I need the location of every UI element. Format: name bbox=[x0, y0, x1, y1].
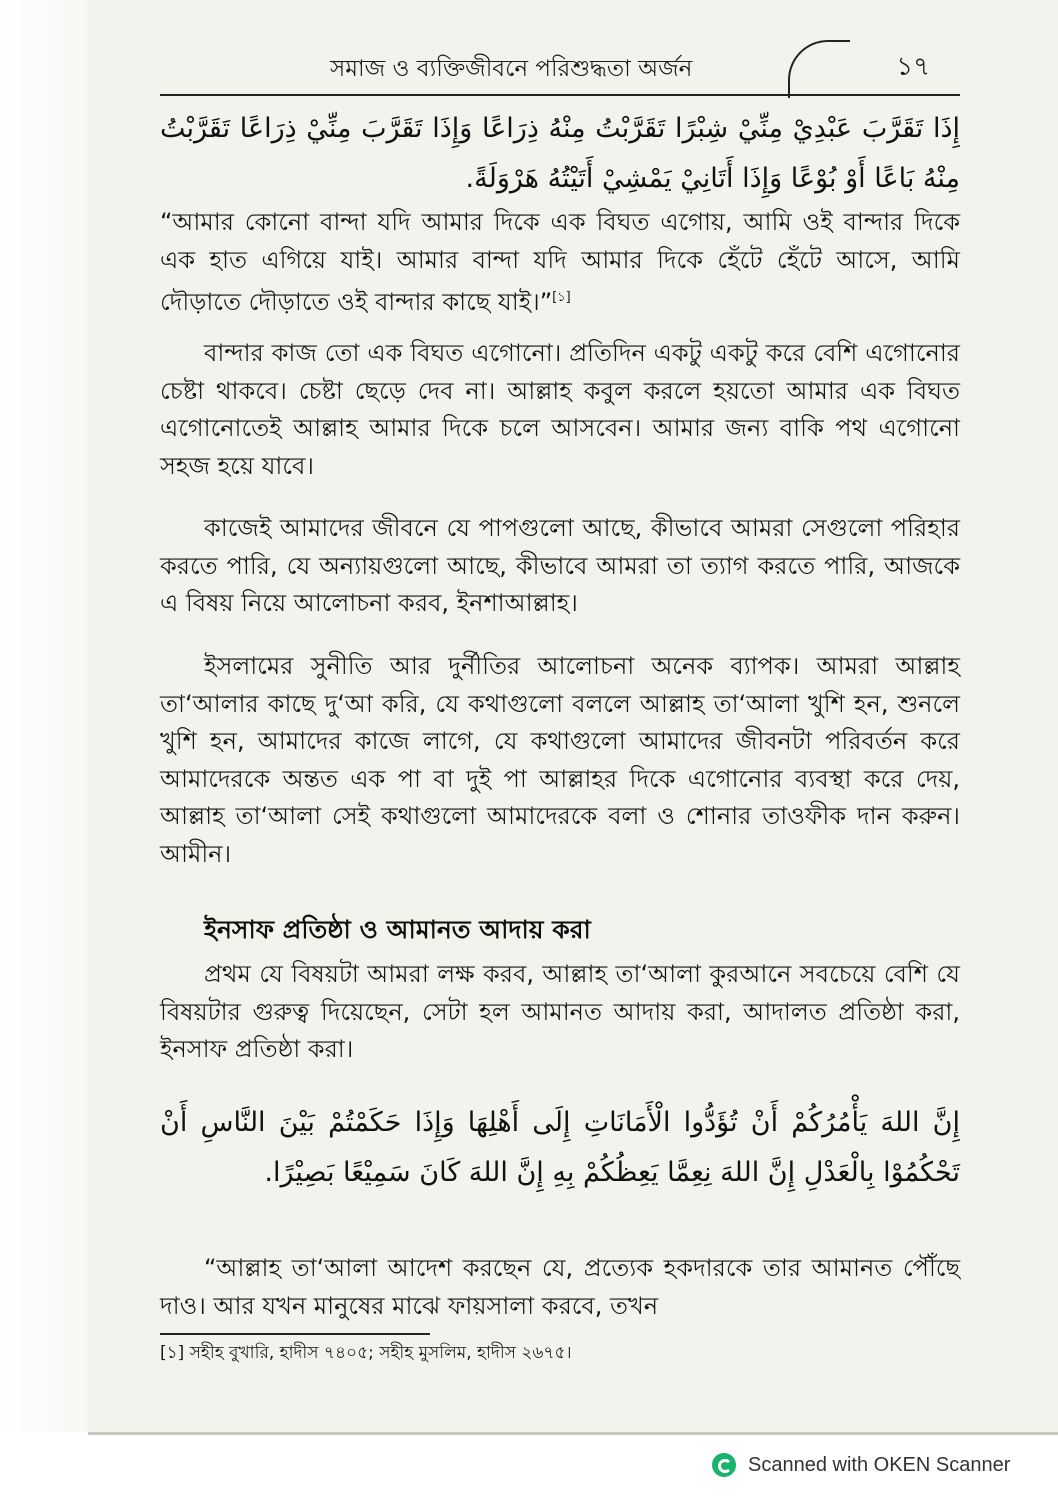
scanner-label: Scanned with OKEN Scanner bbox=[748, 1453, 1011, 1476]
paragraph-3 bbox=[160, 510, 960, 623]
paragraph-text: “আমার কোনো বান্দা যদি আমার দিকে এক বিঘত এগোয়, আমি ওই বান্দার দিকে এক হাত এগিয়ে যাই। আমার বান্দা যদি আমার দিকে হেঁটে হেঁটে আসে, আমি দৌড়াতে দৌড়াতে ওই বান্দার কাছে যাই।” bbox=[160, 208, 960, 316]
page-margin bbox=[0, 0, 88, 1432]
paragraph-5 bbox=[160, 956, 960, 1069]
paragraph-text: বান্দার কাজ তো এক বিঘত এগোনো। প্রতিদিন একটু একটু করে বেশি এগোনোর চেষ্টা থাকবে। চেষ্টা ছেড়ে দেব না। আল্লাহ কবুল করলে হয়তো আমার এক বিঘত এগোনোতেই আল্লাহ আমার দিকে চলে আসবেন। আমার জন্য বাকি পথ এগোনো সহজ হয়ে যাবে। bbox=[160, 339, 960, 480]
page-number: ১৭ bbox=[896, 52, 930, 82]
arabic-hadith: إِذَا تَقَرَّبَ عَبْدِيْ مِنِّيْ شِبْرًا تَقَرَّبْتُ مِنْهُ ذِرَاعًا وَإِذَا تَقَرَّبَ مِنِّيْ ذِرَاعًا تَقَرَّبْتُ مِنْهُ بَاعًا أَوْ بُوْعًا وَإِذَا أَتَانِيْ يَمْشِيْ أَتَيْتُهُ هَرْوَلَةً. bbox=[160, 113, 960, 194]
paragraph-text: প্রথম যে বিষয়টা আমরা লক্ষ করব, আল্লাহ তা‘আলা কুরআনে সবচেয়ে বেশি যে বিষয়টার গুরুত্ব দিয়েছেন, সেটা হল আমানত আদায় করা, আদালত প্রতিষ্ঠা করা, ইনসাফ প্রতিষ্ঠা করা। bbox=[160, 960, 960, 1063]
footnote: [১] সহীহ বুখারি, হাদীস ৭৪০৫; সহীহ মুসলিম, হাদীস ২৬৭৫। bbox=[160, 1343, 572, 1363]
scanner-watermark bbox=[712, 1452, 1010, 1478]
paragraph-text: কাজেই আমাদের জীবনে যে পাপগুলো আছে, কীভাবে আমরা সেগুলো পরিহার করতে পারি, যে অন্যায়গুলো আছে, কীভাবে আমরা তা ত্যাগ করতে পারি, আজকে এ বিষয় নিয়ে আলোচনা করব, ইনশাআল্লাহ। bbox=[160, 514, 960, 617]
header-ornament bbox=[788, 40, 850, 98]
paragraph-6 bbox=[160, 1250, 960, 1325]
oken-logo-icon bbox=[712, 1453, 736, 1477]
paragraph-hadith-translation bbox=[160, 204, 960, 322]
header-title: সমাজ ও ব্যক্তিজীবনে পরিশুদ্ধতা অর্জন bbox=[330, 56, 693, 82]
arabic-ayah: إِنَّ اللهَ يَأْمُرُكُمْ أَنْ تُؤَدُّوا الْأَمَانَاتِ إِلَى أَهْلِهَا وَإِذَا حَكَمْتُمْ بَيْنَ النَّاسِ أَنْ تَحْكُمُوْا بِالْعَدْلِ إِنَّ اللهَ نِعِمَّا يَعِظُكُمْ بِهِ إِنَّ اللهَ كَانَ سَمِيْعًا بَصِيْرًا. bbox=[160, 1107, 960, 1188]
paragraph-text: ইসলামের সুনীতি আর দুর্নীতির আলোচনা অনেক ব্যাপক। আমরা আল্লাহ তা‘আলার কাছে দু‘আ করি, যে কথাগুলো বললে আল্লাহ তা‘আলা খুশি হন, শুনলে খুশি হন, আমাদের কাজে লাগে, যে কথাগুলো আমাদের জীবনটা পরিবর্তন করে আমাদেরকে অন্তত এক পা বা দুই পা আল্লাহর দিকে এগোনোর ব্যবস্থা করে দেয়, আল্লাহ তা‘আলা সেই কথাগুলো আমাদেরকে বলা ও শোনার তাওফীক দান করুন। আমীন। bbox=[160, 652, 961, 868]
section-heading: ইনসাফ প্রতিষ্ঠা ও আমানত আদায় করা bbox=[204, 915, 591, 944]
footnote-rule bbox=[160, 1333, 430, 1335]
book-page bbox=[88, 0, 1058, 1435]
footnote-ref: [১] bbox=[552, 290, 571, 305]
paragraph-2 bbox=[160, 335, 960, 485]
paragraph-text: “আল্লাহ তা‘আলা আদেশ করছেন যে, প্রত্যেক হকদারকে তার আমানত পৌঁছে দাও। আর যখন মানুষের মাঝে ফায়সালা করবে, তখন bbox=[160, 1254, 960, 1320]
running-header bbox=[160, 42, 960, 96]
paragraph-4 bbox=[160, 648, 960, 873]
